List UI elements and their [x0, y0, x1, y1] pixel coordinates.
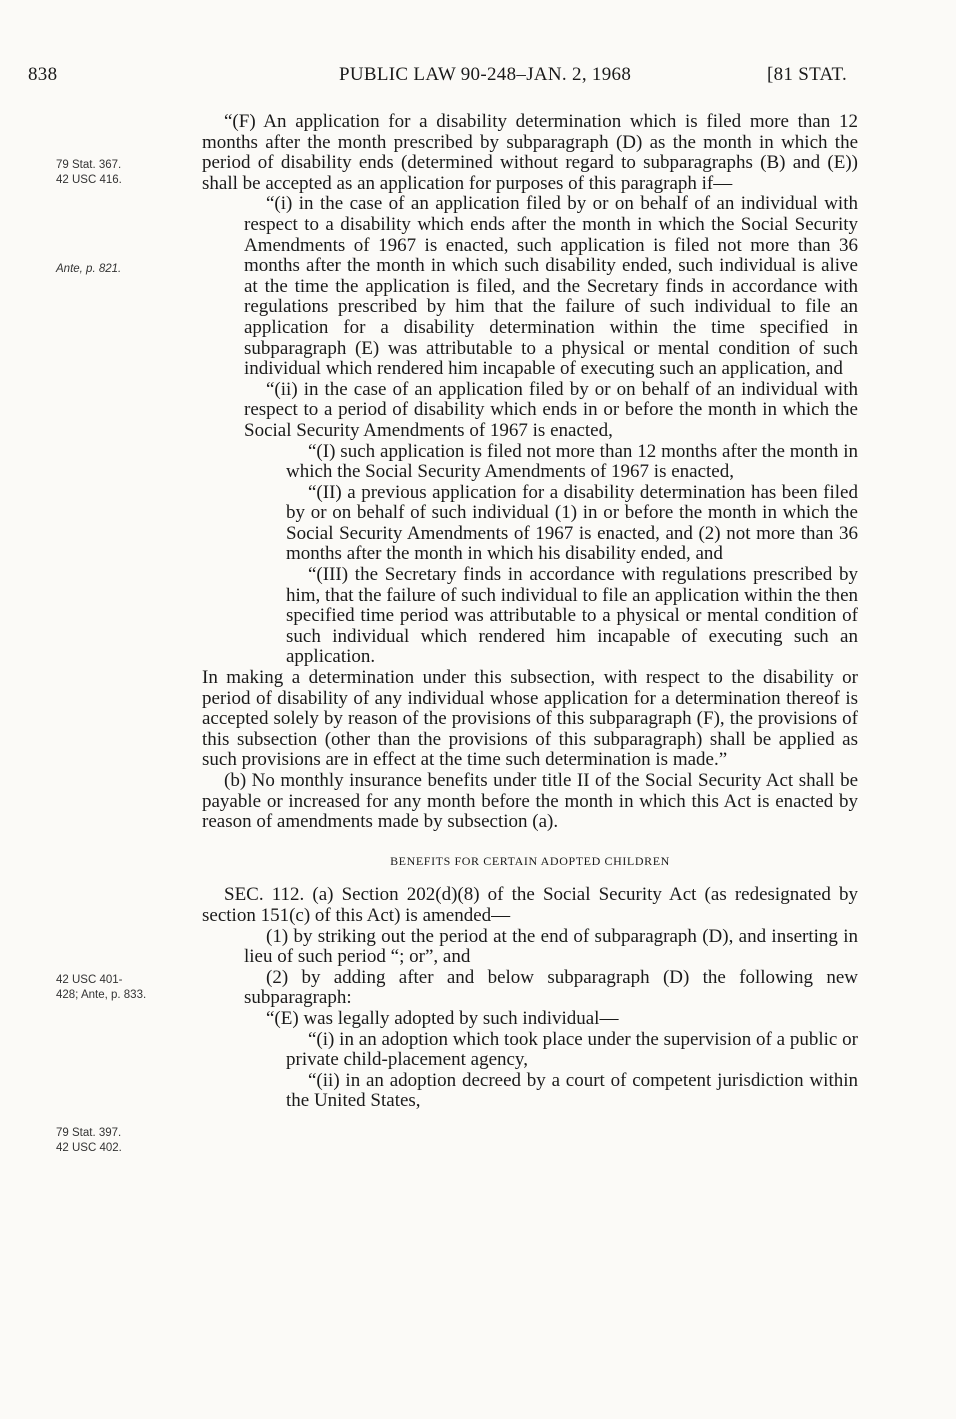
adoption-clause-i: “(i) in an adoption which took place under the supervision of a public or private child-placement agency,: [286, 1028, 858, 1071]
margin-note-79-stat-397: [56, 1126, 186, 1156]
amendment-1: (1) by striking out the period at the end of subparagraph (D), and inserting in lieu of such period “; or”, and: [244, 925, 858, 968]
determination-paragraph: In making a determination under this subsection, with respect to the disability or period of disability of any individual whose application for a determination thereof is accepted solely by reason of the provisions of this subparagraph (F), the provisions of this subsection (other than the provisions of this subparagraph) shall be applied as such provisions are in effect at the time such determination is made.”: [202, 667, 858, 771]
subclause-II: “(II) a previous application for a disability determination has been filed by or on behalf of such individual (1) in or before the month in which the Social Security Amendments of 1967 is enacted, and (2) not more than 36 months after the month in which his disability ended, and: [286, 481, 858, 565]
margin-note-line: 79 Stat. 397.: [56, 1127, 122, 1139]
subclause-I: “(I) such application is filed not more than 12 months after the month in which the Social Security Amendments of 1967 is enacted,: [286, 440, 858, 483]
page-number: 838: [28, 64, 58, 85]
margin-note-ante-821: [56, 262, 186, 277]
amendment-2: (2) by adding after and below subparagraph (D) the following new subparagraph:: [244, 966, 858, 1009]
margin-note-line: Ante, p. 821.: [56, 263, 122, 275]
clause-ii: “(ii) in the case of an application filed by or on behalf of an individual with respect to a period of disability which ends in or before the month in which the Social Security Amendments of 1967 is enacted,: [244, 378, 858, 441]
margin-note-79-stat-367: [56, 158, 186, 188]
subsection-b: (b) No monthly insurance benefits under title II of the Social Security Act shall be payable or increased for any month before the month in which this Act is enacted by reason of amendments made by subsection (a).: [202, 770, 858, 833]
margin-note-line: 42 USC 416.: [56, 174, 122, 186]
statute-body: [202, 112, 858, 1112]
section-112: SEC. 112. (a) Section 202(d)(8) of the Social Security Act (as redesignated by section 151(c) of this Act) is amended—: [202, 884, 858, 926]
statute-reference: [81 STAT.: [767, 64, 847, 85]
subclause-III: “(III) the Secretary finds in accordance with regulations prescribed by him, that the failure of such individual to file an application within the then specified time period was attributable to a physical or mental condition of such individual which rendered him incapable of executing such an application.: [286, 564, 858, 668]
margin-note-line: 42 USC 402.: [56, 1142, 122, 1154]
subparagraph-e: “(E) was legally adopted by such individual—: [266, 1007, 619, 1029]
margin-note-42-usc-401: [56, 973, 186, 1003]
margin-note-line: 428; Ante, p. 833.: [56, 989, 147, 1001]
section-heading: BENEFITS FOR CERTAIN ADOPTED CHILDREN: [390, 853, 670, 868]
running-title: PUBLIC LAW 90-248–JAN. 2, 1968: [339, 64, 632, 85]
subparagraph-f: “(F) An application for a disability determination which is filed more than 12 months after the month prescribed by subparagraph (D) as the month in which the period of disability ends (determined without regard to subparagraphs (B) and (E)) shall be accepted as an application for purposes of this paragraph if—: [202, 111, 858, 194]
adoption-clause-ii: “(ii) in an adoption decreed by a court of competent jurisdiction within the United States,: [286, 1069, 858, 1112]
clause-i: “(i) in the case of an application filed by or on behalf of an individual with respect to a disability which ends after the month in which the Social Security Amendments of 1967 is enacted, such application is filed not more than 36 months after the month in which such disability ended, such individual is alive at the time the application is filed, and the Secretary finds in accordance with regulations prescribed by him that the failure of such individual to file an application for a disability determination within the time specified in subparagraph (E) was attributable to a physical or mental condition of such individual which rendered him incapable of executing such an application, and: [244, 193, 858, 380]
margin-note-line: 79 Stat. 367.: [56, 159, 122, 171]
margin-note-line: 42 USC 401-: [56, 974, 123, 986]
